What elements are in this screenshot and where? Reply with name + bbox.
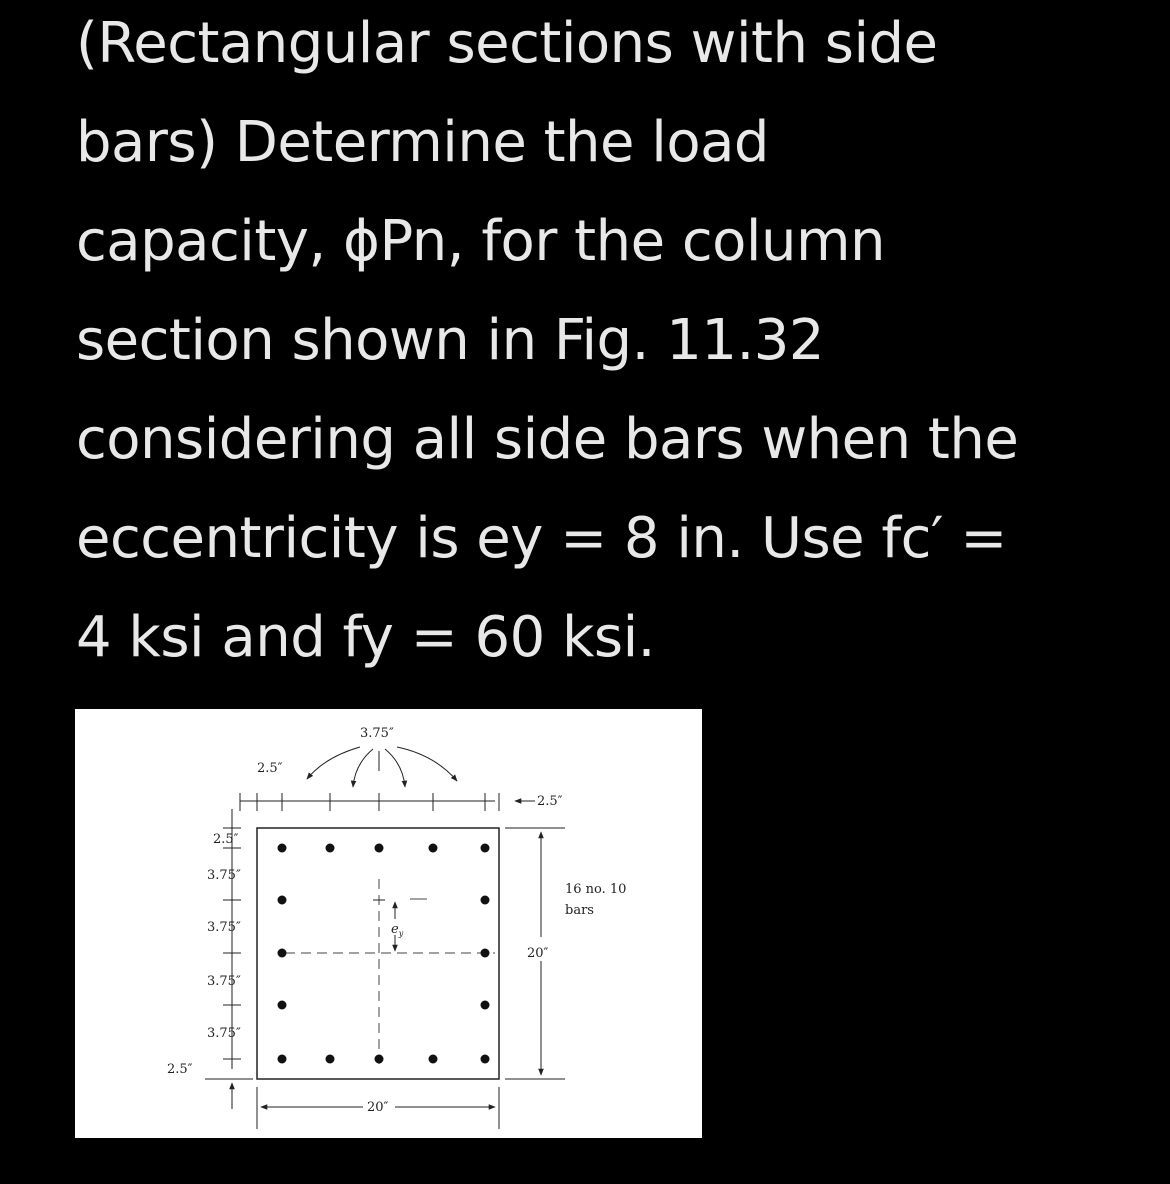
rebar-16 (481, 1055, 490, 1064)
spacing-leader-2 (353, 749, 373, 787)
rebar-8 (278, 949, 287, 958)
spacing-leader-1 (307, 747, 360, 779)
rebar-12 (278, 1055, 287, 1064)
problem-statement (76, 0, 1136, 687)
left-dim-label-5: 3.75″ (207, 1026, 241, 1041)
spacing-leader-3 (385, 749, 405, 787)
rebar-15 (429, 1055, 438, 1064)
right-cover-label: 2.5″ (537, 794, 563, 809)
problem-line-7: 4 ksi and fy = 60 ksi. (76, 605, 655, 670)
problem-line-1: (Rectangular sections with side (76, 11, 938, 76)
rebar-7 (481, 896, 490, 905)
problem-line-6: eccentricity is ey = 8 in. Use fc′ = (76, 506, 1007, 571)
top-dim-ticks (240, 793, 499, 811)
rebar-14 (375, 1055, 384, 1064)
rebar-13 (326, 1055, 335, 1064)
rebar-10 (278, 1001, 287, 1010)
rebar-6 (278, 896, 287, 905)
left-dim-label-1: 2.5″ (213, 832, 239, 847)
left-dim-label-4: 3.75″ (207, 974, 241, 989)
top-cover-label: 2.5″ (257, 761, 283, 776)
height-label: 20″ (527, 946, 549, 961)
left-dim-label-3: 3.75″ (207, 920, 241, 935)
left-dim-label-2: 3.75″ (207, 868, 241, 883)
rebar-11 (481, 1001, 490, 1010)
bars-label-line2: bars (565, 903, 594, 918)
rebar-9 (481, 949, 490, 958)
rebar-5 (481, 844, 490, 853)
eccentricity-label: $e_y$ (391, 922, 404, 938)
problem-line-4: section shown in Fig. 11.32 (76, 308, 825, 373)
problem-line-5: considering all side bars when the (76, 407, 1019, 472)
top-spacing-label: 3.75″ (360, 726, 394, 741)
column-section-diagram (75, 709, 702, 1138)
column-section-figure (75, 709, 702, 1138)
problem-line-2: bars) Determine the load (76, 110, 769, 175)
rebar-1 (278, 844, 287, 853)
rebar-4 (429, 844, 438, 853)
spacing-leader-4 (397, 747, 457, 781)
problem-line-3: capacity, ϕPn, for the column (76, 209, 885, 274)
bars-label-line1: 16 no. 10 (565, 882, 627, 897)
bottom-left-cover-label: 2.5″ (167, 1062, 193, 1077)
width-label: 20″ (367, 1100, 389, 1115)
rebar-2 (326, 844, 335, 853)
rebar-3 (375, 844, 384, 853)
